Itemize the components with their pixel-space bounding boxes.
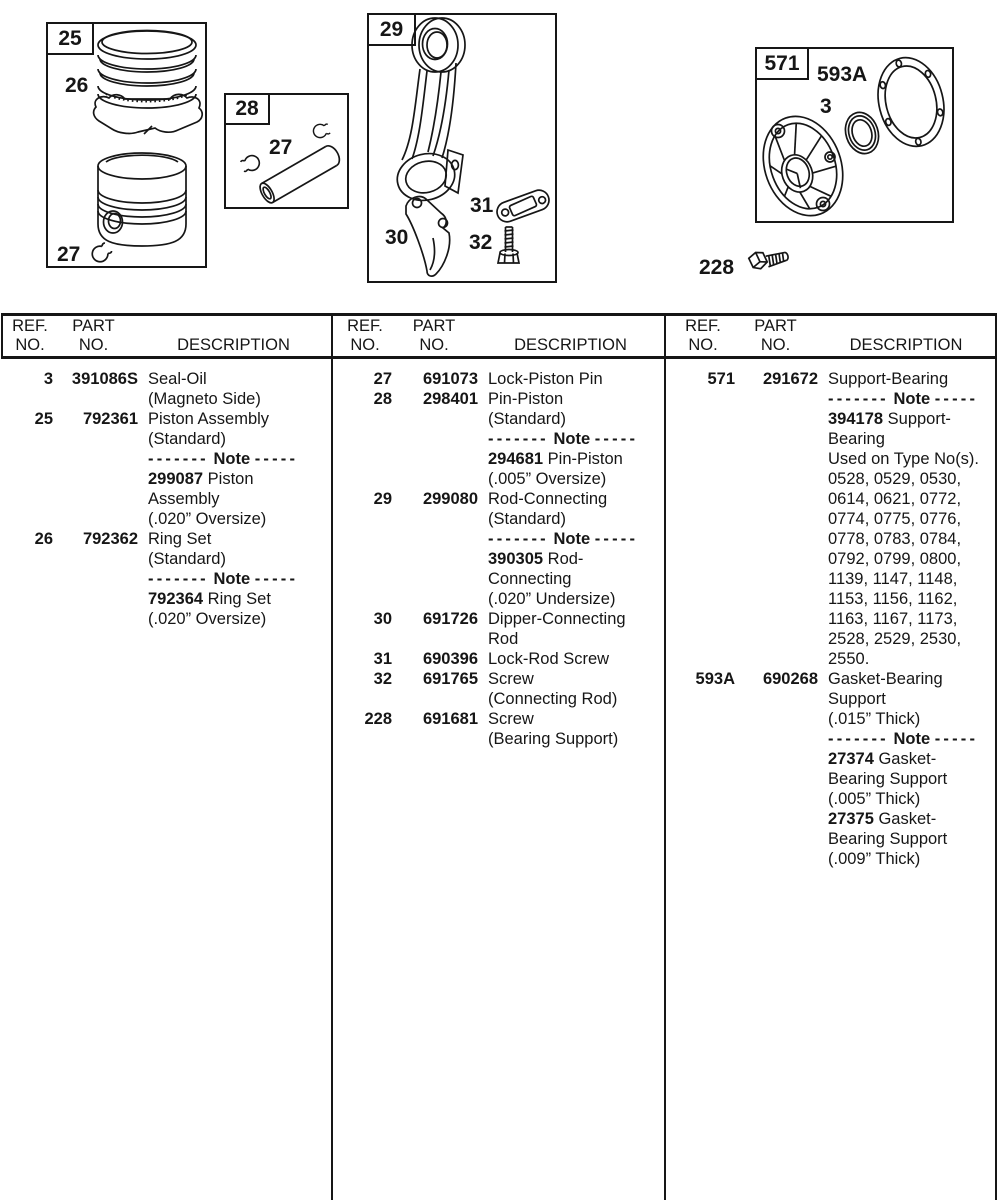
description [478, 529, 663, 549]
table-row [332, 529, 663, 549]
table-row [665, 849, 995, 869]
table-row [3, 589, 330, 609]
table-row [665, 389, 995, 409]
description: Dipper-Connecting [488, 610, 626, 628]
note-part-no: 390305 [488, 550, 544, 568]
description: 394178 Support- [828, 410, 951, 428]
part-no: 691681 [422, 710, 478, 728]
description: 0528, 0529, 0530, [828, 470, 962, 488]
ref-no [665, 849, 735, 869]
description: 0614, 0621, 0772, [828, 490, 962, 508]
table-row [665, 709, 995, 729]
ref-no: 26 [34, 530, 53, 548]
callout-ring-set: 26 [65, 74, 89, 97]
description: (.020” Oversize) [148, 510, 267, 528]
table-header-cell [664, 317, 995, 355]
ref-no [665, 789, 735, 809]
part-no [735, 429, 818, 449]
table-row [332, 389, 663, 409]
part-no: 792362 [82, 530, 138, 548]
description: (.005” Thick) [828, 790, 921, 808]
part-no [392, 469, 478, 489]
ref-no [3, 389, 53, 409]
part-no [53, 449, 138, 469]
ref-no: 571 [707, 370, 735, 388]
table-row [332, 509, 663, 529]
part-no: 298401 [422, 390, 478, 408]
ref-no [332, 689, 392, 709]
callout-pin-clip: 27 [269, 136, 293, 159]
ref-no: 28 [373, 390, 392, 408]
description: (.005” Oversize) [488, 470, 607, 488]
table-row [665, 769, 995, 789]
description: Rod [488, 630, 519, 648]
ref-no [332, 469, 392, 489]
ref-no: 593A [695, 670, 735, 688]
ref-no: 31 [373, 650, 392, 668]
note-word: Note [208, 570, 255, 588]
support-screw-art [748, 245, 789, 271]
table-header-cell [1, 317, 331, 355]
part-no [735, 409, 818, 429]
description: (.009” Thick) [828, 850, 921, 868]
part-no [53, 549, 138, 569]
description [138, 569, 330, 589]
table-row [665, 549, 995, 569]
table-row [3, 409, 330, 429]
ref-no [3, 469, 53, 489]
description-header: DESCRIPTION [849, 336, 963, 354]
part-no: 691726 [422, 610, 478, 628]
part-no [735, 549, 818, 569]
part-no: 792361 [82, 410, 138, 428]
description: 299087 Piston [148, 470, 254, 488]
part-no-header: PART NO. [412, 317, 456, 354]
table-row [332, 609, 663, 629]
description: 27374 Gasket- [828, 750, 937, 768]
description: (Standard) [148, 430, 226, 448]
callout-gasket: 593A [817, 63, 868, 86]
parts-table-column-3 [665, 369, 995, 869]
table-row [332, 689, 663, 709]
ref-no [665, 769, 735, 789]
ref-no [665, 589, 735, 609]
description [818, 389, 995, 409]
ref-no [3, 489, 53, 509]
ref-no [665, 509, 735, 529]
description [478, 429, 663, 449]
ref-no [665, 389, 735, 409]
description: Rod-Connecting [488, 490, 608, 508]
description: Bearing Support [828, 770, 948, 788]
description [138, 449, 330, 469]
description: (Bearing Support) [488, 730, 619, 748]
table-row [665, 629, 995, 649]
description: Bearing [828, 430, 885, 448]
table-header-border [1, 356, 997, 359]
ref-no [3, 589, 53, 609]
ref-no-header: REF. NO. [347, 317, 383, 354]
ref-no-header: REF. NO. [12, 317, 48, 354]
ref-no [332, 449, 392, 469]
table-row [665, 669, 995, 689]
part-no [735, 769, 818, 789]
ref-no [332, 429, 392, 449]
ref-no: 29 [373, 490, 392, 508]
part-no [53, 389, 138, 409]
part-no: 691765 [422, 670, 478, 688]
description: (Standard) [488, 510, 566, 528]
callout-lock-plate: 31 [470, 194, 494, 217]
part-no [392, 509, 478, 529]
part-no [53, 469, 138, 489]
part-no [392, 689, 478, 709]
table-row [665, 529, 995, 549]
description: Support-Bearing [828, 370, 949, 388]
description: Pin-Piston [488, 390, 564, 408]
ref-no: 228 [364, 710, 392, 728]
ref-no [332, 509, 392, 529]
table-row [665, 469, 995, 489]
part-no [53, 569, 138, 589]
description: 27375 Gasket- [828, 810, 937, 828]
part-no [735, 849, 818, 869]
ref-no [665, 609, 735, 629]
note-word: Note [548, 430, 595, 448]
parts-table-column-2 [332, 369, 663, 749]
note-part-no: 294681 [488, 450, 544, 468]
ref-no [3, 549, 53, 569]
part-no [735, 729, 818, 749]
note-dashes: ----- [594, 430, 639, 448]
description: (.020” Oversize) [148, 610, 267, 628]
table-row [332, 629, 663, 649]
callout-rod-screw: 32 [469, 231, 493, 254]
table-row [3, 489, 330, 509]
ref-no [665, 409, 735, 429]
description: 0792, 0799, 0800, [828, 550, 962, 568]
table-row [3, 609, 330, 629]
table-header-cell [331, 317, 664, 355]
ref-no [332, 589, 392, 609]
part-no: 391086S [71, 370, 138, 388]
part-no: 690268 [762, 670, 818, 688]
note-part-no: 27374 [828, 750, 874, 768]
table-row [332, 669, 663, 689]
table-row [332, 589, 663, 609]
part-no-header: PART NO. [72, 317, 115, 354]
ref-no [665, 549, 735, 569]
description: 1163, 1167, 1173, [828, 610, 958, 628]
description: Used on Type No(s). [828, 450, 980, 468]
part-no [392, 449, 478, 469]
description: Ring Set [148, 530, 212, 548]
part-no [53, 509, 138, 529]
table-row [665, 409, 995, 429]
part-no [53, 429, 138, 449]
parts-table-column-1 [3, 369, 330, 629]
part-no [735, 809, 818, 829]
ref-no [332, 729, 392, 749]
description: Lock-Rod Screw [488, 650, 610, 668]
table-row [332, 569, 663, 589]
ref-no [332, 529, 392, 549]
table-row [332, 449, 663, 469]
table-row [3, 449, 330, 469]
description: 0778, 0783, 0784, [828, 530, 962, 548]
description: 1139, 1147, 1148, [828, 570, 958, 588]
ref-no [665, 429, 735, 449]
table-row [332, 709, 663, 729]
part-no [392, 589, 478, 609]
part-no [392, 629, 478, 649]
ref-no [3, 569, 53, 589]
ref-no [665, 469, 735, 489]
description [818, 729, 995, 749]
part-no [735, 649, 818, 669]
table-row [3, 429, 330, 449]
part-no [735, 509, 818, 529]
ref-no-header: REF. NO. [685, 317, 721, 354]
note-dashes: ------- [148, 450, 209, 468]
table-row [3, 389, 330, 409]
part-no [735, 449, 818, 469]
ref-no [332, 569, 392, 589]
ref-no [665, 829, 735, 849]
part-no [53, 489, 138, 509]
description: (Magneto Side) [148, 390, 261, 408]
part-no [735, 689, 818, 709]
table-row [665, 829, 995, 849]
note-dashes: ------- [148, 570, 209, 588]
note-part-no: 394178 [828, 410, 884, 428]
description: 2550. [828, 650, 870, 668]
description: Lock-Piston Pin [488, 370, 603, 388]
description: (Connecting Rod) [488, 690, 618, 708]
part-no [735, 569, 818, 589]
table-row [665, 809, 995, 829]
part-no [735, 829, 818, 849]
table-row [665, 729, 995, 749]
table-row [665, 569, 995, 589]
callout-support-screw: 228 [699, 256, 735, 279]
ref-no [332, 629, 392, 649]
ref-no [3, 429, 53, 449]
ref-no [665, 489, 735, 509]
table-row [665, 789, 995, 809]
table-row [665, 609, 995, 629]
ref-no [665, 569, 735, 589]
table-row [3, 549, 330, 569]
part-no [735, 589, 818, 609]
callout-piston-clip: 27 [57, 243, 81, 266]
table-row [665, 749, 995, 769]
part-no [735, 629, 818, 649]
table-row [3, 509, 330, 529]
part-no [392, 569, 478, 589]
ref-no [3, 449, 53, 469]
note-dashes: ----- [934, 730, 979, 748]
table-row [665, 509, 995, 529]
table-header-row [1, 317, 995, 355]
table-row [665, 649, 995, 669]
description: Screw [488, 670, 534, 688]
note-dashes: ------- [828, 730, 889, 748]
table-row [332, 549, 663, 569]
ref-no: 3 [43, 370, 53, 388]
table-row [3, 369, 330, 389]
description: Gasket-Bearing [828, 670, 943, 688]
note-part-no: 792364 [148, 590, 204, 608]
ref-no [665, 749, 735, 769]
description: Support [828, 690, 886, 708]
description: (.020” Undersize) [488, 590, 616, 608]
part-no [53, 589, 138, 609]
panel-label: 28 [224, 93, 270, 125]
part-no [392, 529, 478, 549]
table-row [665, 689, 995, 709]
part-no [735, 789, 818, 809]
description: 390305 Rod- [488, 550, 584, 568]
note-word: Note [888, 730, 935, 748]
part-no [735, 709, 818, 729]
table-row [332, 469, 663, 489]
part-no [392, 429, 478, 449]
description: 294681 Pin-Piston [488, 450, 623, 468]
table-row [665, 369, 995, 389]
ref-no [665, 629, 735, 649]
description: 1153, 1156, 1162, [828, 590, 958, 608]
ref-no [665, 729, 735, 749]
part-no [392, 729, 478, 749]
part-no: 691073 [422, 370, 478, 388]
note-word: Note [208, 450, 255, 468]
table-row [332, 729, 663, 749]
ref-no [665, 689, 735, 709]
table-row [332, 489, 663, 509]
description: Connecting [488, 570, 572, 588]
description: Bearing Support [828, 830, 948, 848]
ref-no [665, 529, 735, 549]
part-no [392, 549, 478, 569]
table-top-border [1, 313, 997, 316]
part-no [735, 469, 818, 489]
note-dashes: ------- [488, 430, 549, 448]
description: 0774, 0775, 0776, [828, 510, 962, 528]
ref-no: 32 [373, 670, 392, 688]
part-no [735, 389, 818, 409]
ref-no [665, 449, 735, 469]
part-no-header: PART NO. [754, 317, 797, 354]
part-no [735, 749, 818, 769]
ref-no [332, 549, 392, 569]
description: Piston Assembly [148, 410, 270, 428]
note-dashes: ----- [254, 450, 299, 468]
table-row [3, 569, 330, 589]
description: Screw [488, 710, 534, 728]
note-dashes: ----- [594, 530, 639, 548]
ref-no [665, 709, 735, 729]
description-header: DESCRIPTION [514, 336, 627, 354]
part-no [392, 409, 478, 429]
table-right-border [995, 313, 997, 1200]
callout-seal: 3 [820, 95, 832, 118]
part-no [53, 609, 138, 629]
table-row [332, 369, 663, 389]
table-row [332, 649, 663, 669]
diagram-panel-piston [46, 22, 207, 268]
description: (.015” Thick) [828, 710, 921, 728]
part-no [735, 609, 818, 629]
panel-label: 25 [46, 22, 94, 55]
note-dashes: ------- [828, 390, 889, 408]
note-word: Note [888, 390, 935, 408]
table-row [3, 469, 330, 489]
description: Assembly [148, 490, 220, 508]
description-header: DESCRIPTION [177, 336, 290, 354]
note-part-no: 299087 [148, 470, 204, 488]
part-no: 299080 [422, 490, 478, 508]
note-dashes: ------- [488, 530, 549, 548]
table-row [332, 409, 663, 429]
description: Seal-Oil [148, 370, 207, 388]
table-row [665, 489, 995, 509]
ref-no [3, 509, 53, 529]
ref-no: 25 [34, 410, 53, 428]
table-row [665, 589, 995, 609]
ref-no [332, 409, 392, 429]
description: (Standard) [488, 410, 566, 428]
part-no: 690396 [422, 650, 478, 668]
table-row [332, 429, 663, 449]
panel-label: 29 [367, 13, 416, 46]
description: (Standard) [148, 550, 226, 568]
part-no: 291672 [762, 370, 818, 388]
panel-label: 571 [755, 47, 809, 80]
ref-no [3, 609, 53, 629]
note-part-no: 27375 [828, 810, 874, 828]
ref-no [665, 649, 735, 669]
ref-no [665, 809, 735, 829]
note-dashes: ----- [254, 570, 299, 588]
callout-dipper: 30 [385, 226, 409, 249]
ref-no: 27 [373, 370, 392, 388]
table-row [665, 429, 995, 449]
table-row [665, 449, 995, 469]
note-word: Note [548, 530, 595, 548]
table-row [3, 529, 330, 549]
note-dashes: ----- [934, 390, 979, 408]
part-no [735, 489, 818, 509]
description: 2528, 2529, 2530, [828, 630, 962, 648]
part-no [735, 529, 818, 549]
ref-no: 30 [373, 610, 392, 628]
description: 792364 Ring Set [148, 590, 271, 608]
